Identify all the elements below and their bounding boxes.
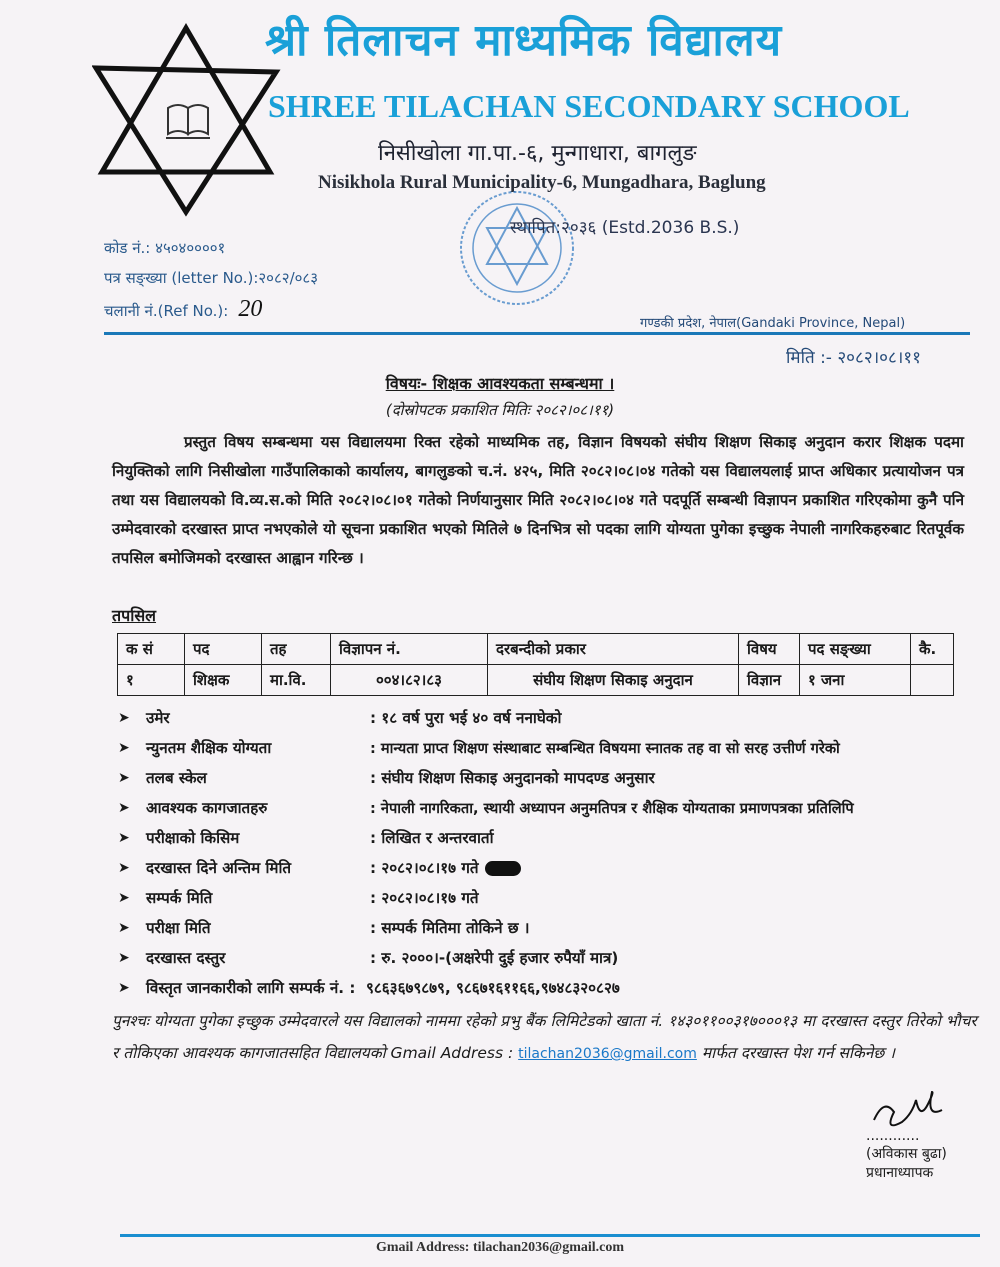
table-cell: १ — [118, 665, 185, 696]
signature-dots: ............ — [866, 1128, 920, 1144]
postscript-text: पुनश्चः योग्यता पुगेका इच्छुक उम्मेदवारले यस विद्यालको नाममा रहेको प्रभु बैंक लिमिटेडको खाता नं. १४३०११००३१७०००१३ मा दरखास्त दस्तुर तिरेको भौचर र तोकिएका आवश्यक कागजातसहित विद्यालयको Gmail Address : — [112, 1012, 977, 1062]
requirement-value: : २०८२।०८।१७ गते — [370, 889, 479, 907]
requirement-value: : नेपाली नागरिकता, स्थायी अध्यापन अनुमतिपत्र र शैक्षिक योग्यताका प्रमाणपत्रका प्रतिलिपि — [370, 800, 854, 817]
letter-value: २०८२/०८३ — [258, 269, 319, 287]
contact-numbers: ९८६३६७९८७९, ९८६७१६११६६,९७४८३२०८२७ — [365, 979, 620, 997]
arrow-bullet-icon: ➤ — [118, 710, 130, 726]
signatory-title: प्रधानाध्यापक — [866, 1165, 934, 1181]
requirements-list — [118, 703, 978, 1003]
table-header-row — [118, 634, 954, 665]
arrow-bullet-icon: ➤ — [118, 770, 130, 786]
subject-line — [0, 372, 1000, 394]
header-divider — [104, 332, 970, 335]
requirement-item — [118, 733, 978, 763]
ref-label: चलानी नं.(Ref No.): — [104, 302, 229, 320]
letter-date: मिति :- २०८२।०८।११ — [786, 348, 921, 368]
requirement-label: उमेर — [146, 709, 170, 727]
arrow-bullet-icon: ➤ — [118, 890, 130, 906]
table-cell: १ जना — [800, 665, 911, 696]
signature-block — [866, 1128, 947, 1182]
requirement-label: परीक्षा मिति — [146, 919, 211, 937]
code-label: कोड नं.: — [104, 239, 151, 257]
requirement-value: : रु. २०००।-(अक्षरेपी दुई हजार रुपैयाँ मात्र) — [370, 949, 619, 967]
signatory-name: (अविकास बुढा) — [866, 1146, 947, 1162]
postscript-text-end: मार्फत दरखास्त पेश गर्न सकिनेछ । — [701, 1044, 896, 1062]
ref-value: 20 — [238, 296, 263, 322]
ref-number — [104, 296, 262, 323]
redaction-mark — [485, 861, 521, 876]
arrow-bullet-icon: ➤ — [118, 800, 130, 816]
requirement-label: दरखास्त दिने अन्तिम मिति — [146, 859, 292, 877]
requirement-label: परीक्षाको किसिम — [146, 829, 240, 847]
arrow-bullet-icon: ➤ — [118, 920, 130, 936]
table-cell: शिक्षक — [185, 665, 262, 696]
requirement-label: तलब स्केल — [146, 769, 207, 787]
table-header-cell: कै. — [911, 634, 954, 665]
republished-date: (दोस्रोपटक प्रकाशित मितिः २०८२।०८।११) — [385, 401, 615, 419]
requirement-item — [118, 943, 978, 973]
table-row — [118, 665, 954, 696]
arrow-bullet-icon: ➤ — [118, 950, 130, 966]
arrow-bullet-icon: ➤ — [118, 830, 130, 846]
table-cell — [911, 665, 954, 696]
table-cell: मा.वि. — [262, 665, 331, 696]
postscript — [112, 1005, 982, 1070]
arrow-bullet-icon: ➤ — [118, 740, 130, 756]
requirement-value: : १८ वर्ष पुरा भई ४० वर्ष ननाघेको — [370, 709, 562, 727]
footer-email: Gmail Address: tilachan2036@gmail.com — [375, 1240, 625, 1255]
requirement-label: सम्पर्क मिति — [146, 889, 213, 907]
arrow-bullet-icon: ➤ — [118, 860, 130, 876]
table-cell: संघीय शिक्षण सिकाइ अनुदान — [488, 665, 739, 696]
school-name-english: SHREE TILACHAN SECONDARY SCHOOL — [268, 88, 910, 124]
requirement-item — [118, 853, 978, 883]
table-header-cell: पद सङ्ख्या — [800, 634, 911, 665]
arrow-bullet-icon: ➤ — [118, 980, 130, 996]
table-header-cell: दरबन्दीको प्रकार — [488, 634, 739, 665]
requirement-value: : लिखित र अन्तरवार्ता — [370, 829, 494, 847]
code-value: ४५०४००००१ — [155, 239, 226, 257]
address-english: Nisikhola Rural Municipality-6, Mungadhara, Baglung — [318, 172, 766, 193]
deadline-value: : २०८२।०८।१७ गते — [370, 859, 479, 877]
contact-label: विस्तृत जानकारीको लागि सम्पर्क नं. : — [146, 979, 356, 997]
table-header-cell: तह — [262, 634, 331, 665]
requirement-value: : मान्यता प्राप्त शिक्षण संस्थाबाट सम्बन्धित विषयमा स्नातक तह वा सो सरह उत्तीर्ण गरेको — [370, 740, 840, 757]
table-header-cell: क सं — [118, 634, 185, 665]
address-nepali: निसीखोला गा.पा.-६, मुन्गाधारा, बागलुङ — [378, 141, 697, 166]
table-cell: ००४।८२।८३ — [331, 665, 488, 696]
table-cell: विज्ञान — [739, 665, 800, 696]
star-book-logo-icon — [92, 22, 288, 218]
letter-number — [104, 268, 318, 288]
contact-item — [118, 973, 978, 1003]
requirement-item — [118, 763, 978, 793]
requirement-label: न्युनतम शैक्षिक योग्यता — [146, 739, 272, 757]
school-name-nepali: श्री तिलाचन माध्यमिक विद्यालय — [265, 15, 783, 66]
requirement-item — [118, 883, 978, 913]
code-number — [104, 238, 225, 258]
table-header-cell: पद — [185, 634, 262, 665]
requirement-value: : संघीय शिक्षण सिकाइ अनुदानको मापदण्ड अनुसार — [370, 769, 655, 787]
requirement-item — [118, 823, 978, 853]
letter-label: पत्र सङ्ख्या (letter No.): — [104, 269, 259, 287]
requirement-label: दरखास्त दस्तुर — [146, 949, 226, 967]
established-line: स्थापित:२०३६ (Estd.2036 B.S.) — [510, 218, 740, 238]
subject-text: विषयः- शिक्षक आवश्यकता सम्बन्धमा । — [385, 374, 615, 393]
tapasil-heading: तपसिल — [112, 606, 157, 625]
requirement-item — [118, 703, 978, 733]
table-header-cell: विषय — [739, 634, 800, 665]
requirement-item — [118, 913, 978, 943]
body-paragraph: प्रस्तुत विषय सम्बन्धमा यस विद्यालयमा रिक्त रहेको माध्यमिक तह, विज्ञान विषयको संघीय शिक्षण सिकाइ अनुदान करार शिक्षक पदमा नियुक्तिको लागि निसीखोला गाउँपालिकाको कार्यालय, बागलुङको च.नं. ४२५, मिति २०८२।०८।०४ गतेको यस विद्यालयलाई प्राप्त अधिकार प्रत्यायोजन पत्र तथा यस विद्यालयको वि.व्य.स.को मिति २०८२।०८।०१ गतेको निर्णयानुसार मिति २०८२।०८।०४ गते पदपूर्ति सम्बन्धी विज्ञापन प्रकाशित गरिएकोमा कुनै पनि उम्मेदवारको दरखास्त प्राप्त नभएकोले यो सूचना प्रकाशित भएको मितिले ७ दिनभित्र सो पदका लागि योग्यता पुगेका इच्छुक नेपाली नागरिकहरुबाट रितपूर्वक तपसिल बमोजिमको दरखास्त आह्वान गरिन्छ । — [112, 433, 964, 567]
requirement-item — [118, 793, 978, 823]
requirement-value: : सम्पर्क मितिमा तोकिने छ । — [370, 919, 530, 937]
requirement-label: आवश्यक कागजातहरु — [146, 799, 268, 817]
school-seal-icon — [455, 188, 580, 308]
province-line: गण्डकी प्रदेश, नेपाल(Gandaki Province, Nepal) — [640, 316, 906, 331]
email-link[interactable]: tilachan2036@gmail.com — [518, 1046, 697, 1062]
requirement-value — [370, 858, 978, 878]
vacancy-table — [117, 633, 954, 696]
footer-divider — [120, 1234, 980, 1237]
table-header-cell: विज्ञापन नं. — [331, 634, 488, 665]
